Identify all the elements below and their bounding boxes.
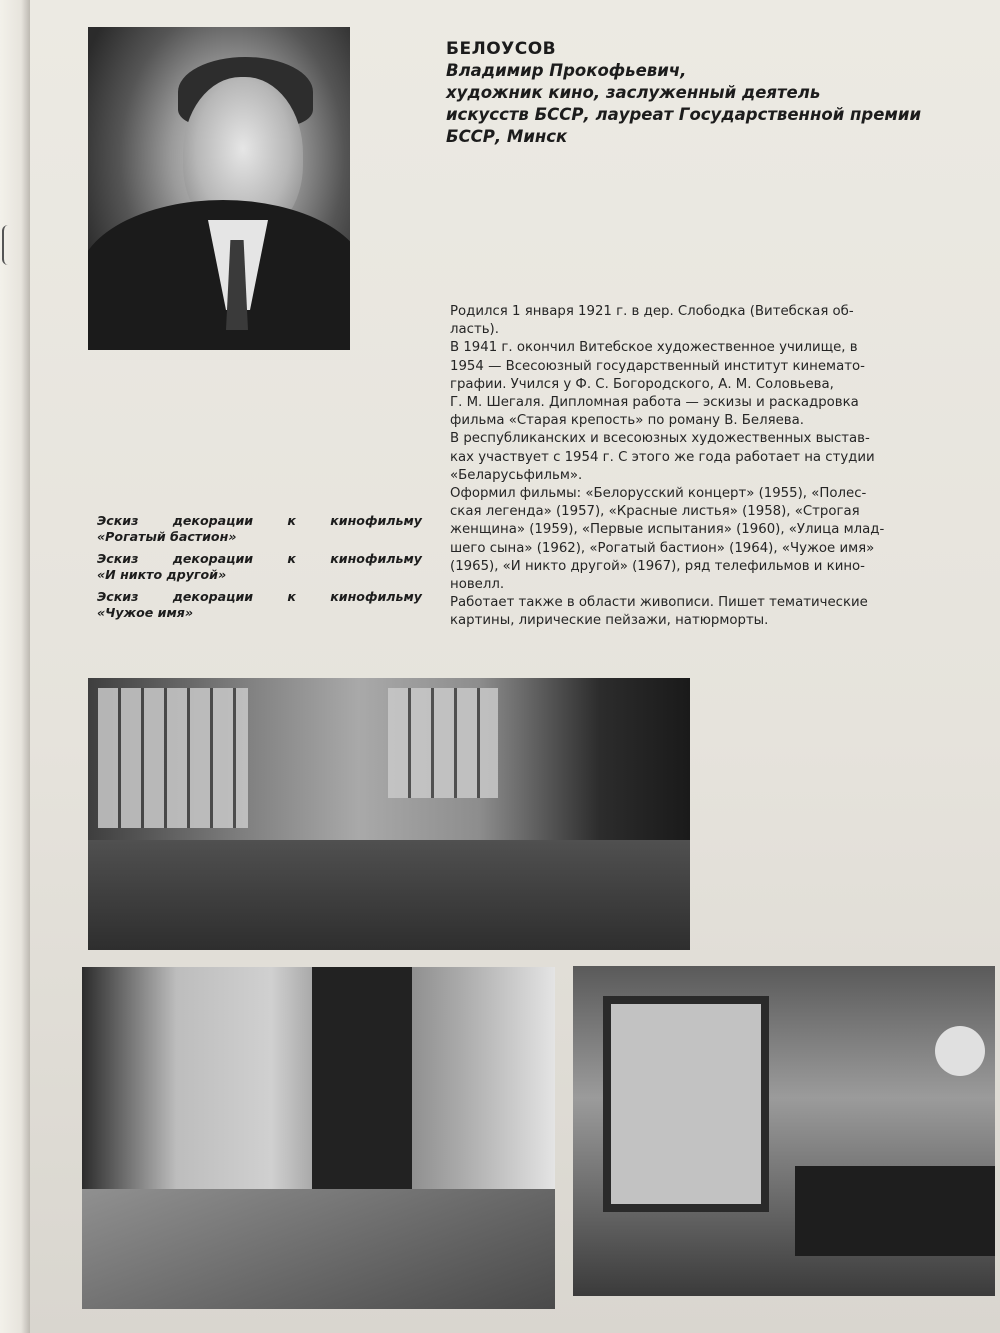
bio-line: картины, лирические пейзажи, натюрморты. xyxy=(450,613,769,629)
caption-chuzhoe-imya: Эскиз декорации к кинофильму «Чужое имя» xyxy=(97,589,422,620)
heading-line: художник кино, заслуженный деятель xyxy=(446,83,821,102)
set-sketch-rogaty-bastion xyxy=(88,678,690,950)
bio-line: Г. М. Шегаля. Дипломная работа — эскизы и раскадровка xyxy=(450,395,859,411)
bio-line: ках участвует с 1954 г. С этого же года работает на студии xyxy=(450,449,875,465)
artist-portrait-photo xyxy=(88,27,350,350)
artist-surname: БЕЛОУСОВ xyxy=(446,39,557,59)
bio-line: ласть). xyxy=(450,322,499,338)
bio-line: (1965), «И никто другой» (1967), ряд телефильмов и кино- xyxy=(450,558,865,574)
set-sketch-chuzhoe-imya xyxy=(573,966,995,1296)
heading-line: искусств БССР, лауреат Государственной премии xyxy=(446,105,922,124)
bio-line: шего сына» (1962), «Рогатый бастион» (1964), «Чужое имя» xyxy=(450,540,875,556)
caption-i-nikto-drugoy: Эскиз декорации к кинофильму «И никто другой» xyxy=(97,551,422,582)
illustration-captions xyxy=(97,513,422,627)
bio-line: «Беларусьфильм». xyxy=(450,467,583,483)
bio-line: Работает также в области живописи. Пишет тематические xyxy=(450,595,868,611)
artist-heading xyxy=(446,38,966,148)
bio-line: женщина» (1959), «Первые испытания» (1960), «Улица млад- xyxy=(450,522,885,538)
binding-mark xyxy=(2,225,18,265)
bio-line: Родился 1 января 1921 г. в дер. Слободка (Витебская об- xyxy=(450,304,854,319)
facing-page-edge xyxy=(0,0,30,1333)
bio-line: фильма «Старая крепость» по роману В. Беляева. xyxy=(450,413,804,429)
bio-line: В 1941 г. окончил Витебское художественное училище, в xyxy=(450,340,858,356)
caption-rogaty-bastion: Эскиз декорации к кинофильму «Рогатый бастион» xyxy=(97,513,422,544)
bio-line: графии. Учился у Ф. С. Богородского, А. М. Соловьева, xyxy=(450,376,834,392)
heading-line: Владимир Прокофьевич, xyxy=(446,61,687,80)
set-sketch-i-nikto-drugoy xyxy=(82,967,555,1309)
bio-line: ская легенда» (1957), «Красные листья» (1958), «Строгая xyxy=(450,504,860,520)
bio-line: В республиканских и всесоюзных художественных выстав- xyxy=(450,431,870,447)
bio-line: 1954 — Всесоюзный государственный институт кинемато- xyxy=(450,358,865,374)
biography-text xyxy=(450,303,970,631)
heading-line: БССР, Минск xyxy=(446,127,568,146)
bio-line: новелл. xyxy=(450,577,505,593)
bio-line: Оформил фильмы: «Белорусский концерт» (1955), «Полес- xyxy=(450,486,867,502)
